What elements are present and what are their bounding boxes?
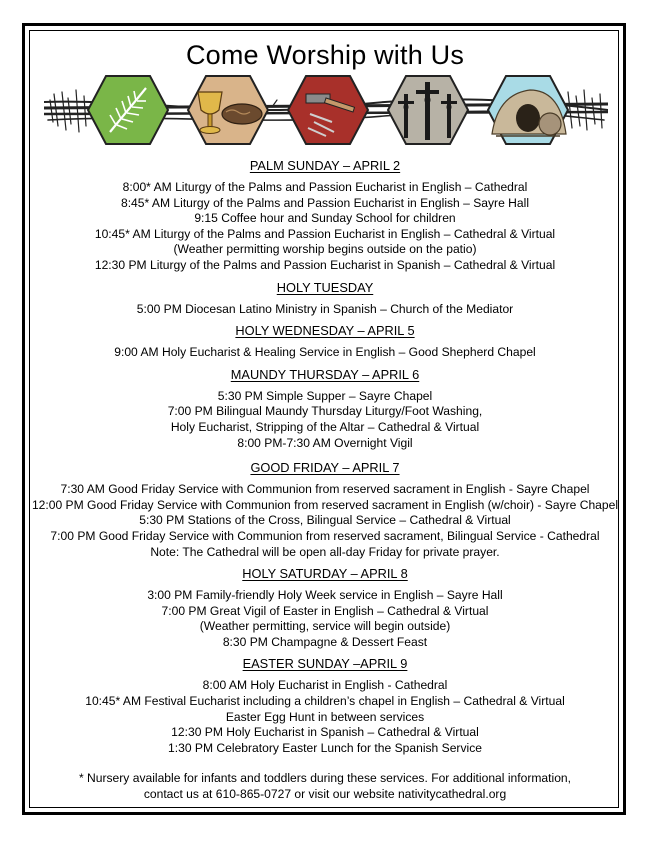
- schedule-line: 3:00 PM Family-friendly Holy Week service in English – Sayre Hall: [147, 588, 503, 603]
- section-heading: GOOD FRIDAY – APRIL 7: [250, 460, 400, 476]
- schedule-line: (Weather permitting, service will begin outside): [199, 619, 451, 634]
- section-holy-tuesday: [0, 280, 650, 318]
- schedule-line: 8:45* AM Liturgy of the Palms and Passion Eucharist in English – Sayre Hall: [120, 195, 530, 210]
- schedule-line: 12:00 PM Good Friday Service with Communion from reserved sacrament in English (w/choir) - Sayre Chapel: [31, 497, 619, 512]
- schedule-line: 7:00 PM Good Friday Service with Communion from reserved sacrament, Bilingual Service - Cathedral: [50, 528, 600, 543]
- schedule-line: Easter Egg Hunt in between services: [225, 709, 425, 724]
- section-heading: HOLY SATURDAY – APRIL 8: [242, 566, 408, 582]
- schedule-line: 12:30 PM Holy Eucharist in Spanish – Cathedral & Virtual: [171, 725, 479, 740]
- schedule-line: 1:30 PM Celebratory Easter Lunch for the Spanish Service: [168, 740, 482, 755]
- footer-note: [0, 770, 650, 802]
- section-palm-sunday: [0, 158, 650, 274]
- section-heading: HOLY TUESDAY: [276, 279, 374, 295]
- schedule-line: 5:00 PM Diocesan Latino Ministry in Spanish – Church of the Mediator: [136, 301, 514, 316]
- section-easter-sunday: [0, 656, 650, 756]
- section-holy-wednesday: [0, 323, 650, 361]
- section-holy-saturday: [0, 566, 650, 650]
- page-title: Come Worship with Us: [185, 40, 465, 70]
- footer-line: * Nursery available for infants and toddlers during these services. For additional information,: [78, 771, 572, 786]
- section-maundy-thursday: [0, 367, 650, 451]
- schedule-line: 8:00* AM Liturgy of the Palms and Passion Eucharist in English – Cathedral: [122, 180, 528, 194]
- schedule-line: (Weather permitting worship begins outside on the patio): [173, 242, 477, 257]
- three-crosses-icon: [388, 76, 468, 144]
- schedule-line: 8:30 PM Champagne & Dessert Feast: [222, 634, 428, 649]
- schedule-line: 5:30 PM Stations of the Cross, Bilingual Service – Cathedral & Virtual: [139, 513, 511, 528]
- schedule-line: 10:45* AM Festival Eucharist including a children’s chapel in English – Cathedral & Virtual: [85, 694, 565, 709]
- footer-line: contact us at 610-865-0727 or visit our website nativitycathedral.org: [143, 787, 507, 802]
- schedule-line: 7:00 PM Bilingual Maundy Thursday Liturgy/Foot Washing,: [167, 404, 483, 419]
- schedule-line: Note: The Cathedral will be open all-day Friday for private prayer.: [150, 544, 500, 559]
- palm-branch-icon: [88, 76, 168, 144]
- schedule-line: 9:00 AM Holy Eucharist & Healing Service in English – Good Shepherd Chapel: [114, 345, 536, 360]
- empty-tomb-icon: [488, 76, 568, 144]
- hammer-nails-icon: [288, 76, 368, 144]
- chalice-bread-icon: [188, 76, 268, 144]
- section-good-friday: [0, 460, 650, 560]
- schedule-line: 10:45* AM Liturgy of the Palms and Passion Eucharist in English – Cathedral & Virtual: [94, 226, 556, 241]
- section-heading: HOLY WEDNESDAY – APRIL 5: [235, 323, 415, 339]
- schedule-line: 5:30 PM Simple Supper – Sayre Chapel: [217, 388, 433, 403]
- schedule-line: Holy Eucharist, Stripping of the Altar – Cathedral & Virtual: [170, 419, 480, 434]
- schedule-line: 8:00 PM-7:30 AM Overnight Vigil: [237, 435, 413, 450]
- section-heading: EASTER SUNDAY –APRIL 9: [242, 656, 408, 672]
- schedule-line: 8:00 AM Holy Eucharist in English - Cathedral: [202, 678, 448, 693]
- schedule-line: 7:00 PM Great Vigil of Easter in English – Cathedral & Virtual: [161, 603, 489, 618]
- section-heading: PALM SUNDAY – APRIL 2: [249, 158, 401, 173]
- section-heading: MAUNDY THURSDAY – APRIL 6: [230, 366, 420, 382]
- schedule: [0, 158, 650, 802]
- holy-week-banner: [44, 74, 608, 146]
- schedule-line: 7:30 AM Good Friday Service with Communion from reserved sacrament in English - Sayre Chapel: [60, 482, 590, 497]
- schedule-line: 12:30 PM Liturgy of the Palms and Passion Eucharist in Spanish – Cathedral & Virtual: [94, 257, 556, 272]
- schedule-line: 9:15 Coffee hour and Sunday School for children: [194, 211, 456, 226]
